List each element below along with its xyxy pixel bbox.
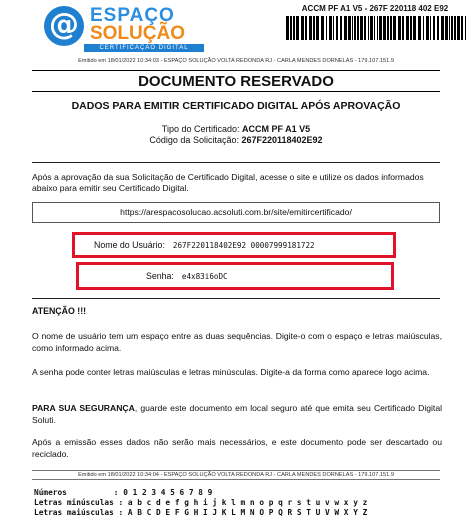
- logo-tagline: CERTIFICAÇÃO DIGITAL: [84, 44, 204, 52]
- at-sign-icon: @: [44, 6, 84, 46]
- certificate-type-value: ACCM PF A1 V5: [242, 124, 311, 134]
- password-value: e4x83i6oDC: [181, 272, 228, 281]
- char-reference-lowercase: Letras minúsculas : a b c d e f g h i j k l m n o p q r s t u v w x y z: [34, 498, 368, 507]
- password-label: Senha:: [146, 271, 174, 281]
- logo-word-solucao: SOLUÇÃO: [90, 23, 185, 44]
- char-reference-uppercase: Letras maiúsculas : A B C D E F G H I J K L M N O P Q R S T U V W X Y Z: [34, 508, 368, 517]
- document-title: DOCUMENTO RESERVADO: [32, 70, 440, 92]
- logo-word-espaco: ESPAÇO: [90, 5, 175, 26]
- document-subtitle: DADOS PARA EMITIR CERTIFICADO DIGITAL APÓS APROVAÇÃO: [71, 100, 401, 112]
- attention-username-note: O nome de usuário tem um espaço entre as duas sequências. Digite-o com o espaço e letras maiúsculas, como informado acima.: [32, 331, 442, 353]
- username-value: 267F220118402E92 00007999181722: [172, 241, 315, 250]
- document-header: [0, 0, 472, 64]
- security-note-bold: PARA SUA SEGURANÇA: [32, 403, 135, 413]
- certificate-code-title: ACCM PF A1 V5 - 267F 220118 402 E92: [301, 4, 449, 13]
- password-line: [146, 269, 228, 284]
- request-code-line: [0, 135, 472, 146]
- certificate-info: [0, 124, 472, 146]
- emission-url[interactable]: https://arespacosolucao.acsoluti.com.br/site/emitircertificado/: [32, 202, 440, 223]
- request-code-value: 267F220118402E92: [241, 135, 323, 145]
- emission-info-top: Emitido em 18/01/2022 10:34:03 - ESPAÇO SOLUÇÃO VOLTA REDONDA RJ - CARLA MENDES DORNELAS - 179.107.151.9: [78, 58, 394, 64]
- attention-title: ATENÇÃO !!!: [32, 306, 87, 316]
- divider: [32, 162, 440, 163]
- divider: [32, 298, 440, 299]
- disposal-note: Após a emissão esses dados não serão mais necessários, e este documento pode ser descartado ou reciclado.: [32, 437, 442, 459]
- password-highlight-box: [76, 262, 394, 290]
- username-line: [94, 238, 315, 253]
- attention-password-note: A senha pode conter letras maiúsculas e letras minúsculas. Digite-a da forma como aparece logo acima.: [32, 367, 430, 377]
- intro-text: Após a aprovação da sua Solicitação de Certificado Digital, acesse o site e utilize os dados informados abaixo para emitir seu Certificado Digital.: [32, 172, 424, 193]
- certificate-type-label: Tipo do Certificado:: [161, 124, 240, 134]
- username-label: Nome do Usuário:: [94, 240, 165, 250]
- emission-info-bottom: Emitido em 18/01/2022 10:34:04 - ESPAÇO SOLUÇÃO VOLTA REDONDA RJ - CARLA MENDES DORNELAS - 179.107.151.9: [32, 470, 440, 480]
- char-reference-numbers: Números : 0 1 2 3 4 5 6 7 8 9: [34, 488, 213, 497]
- certificate-type-line: [0, 124, 472, 135]
- security-note-text: , guarde este documento em local seguro até que emita seu Certificado Digital Soluti.: [32, 403, 443, 425]
- request-code-label: Código da Solicitação:: [149, 135, 239, 145]
- espaco-solucao-logo: [44, 4, 204, 51]
- barcode-icon: [286, 16, 466, 40]
- security-note: [32, 402, 442, 426]
